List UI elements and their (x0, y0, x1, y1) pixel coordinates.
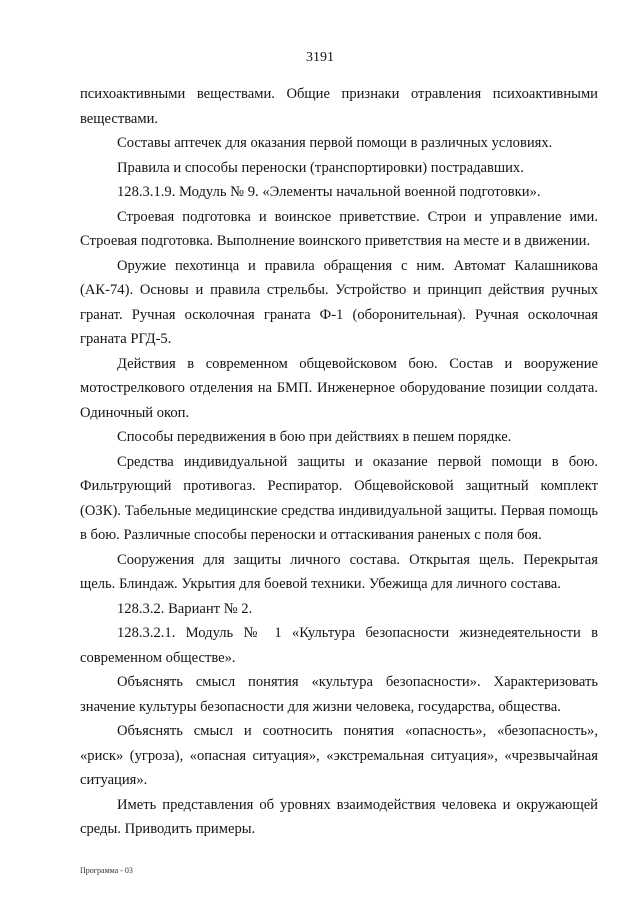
paragraph: 128.3.2. Вариант № 2. (117, 600, 253, 617)
paragraph: Иметь представления об уровнях взаимодействия человека и окружающей среды. Приводить примеры. (80, 796, 598, 837)
paragraph: психоактивными веществами. Общие признаки отравления психоактивными веществами. (80, 86, 598, 127)
paragraph: Объяснять смысл и соотносить понятия «опасность», «безопасность», «риск» (угроза), «опасная ситуация», «экстремальная ситуация», «чрезвычайная ситуация». (80, 723, 598, 788)
paragraph: Правила и способы переноски (транспортировки) пострадавших. (117, 159, 524, 176)
paragraph: Объяснять смысл понятия «культура безопасности». Характеризовать значение культуры безопасности для жизни человека, государства, общества. (80, 674, 598, 715)
paragraph: Составы аптечек для оказания первой помощи в различных условиях. (117, 135, 553, 151)
paragraph: 128.3.1.9. Модуль № 9. «Элементы начальной военной подготовки». (117, 184, 541, 200)
paragraph: Оружие пехотинца и правила обращения с ним. Автомат Калашникова (АК-74). Основы и правила стрельбы. Устройство и принцип действия ручных гранат. Ручная осколочная граната Ф-1 (оборонительная). Ручная осколочная граната РГД-5. (80, 257, 598, 347)
paragraph: Способы передвижения в бою при действиях в пешем порядке. (117, 429, 512, 445)
paragraph: Строевая подготовка и воинское приветствие. Строи и управление ими. Строевая подготовка. Выполнение воинского приветствия на месте и в движении. (80, 208, 598, 249)
paragraph: Действия в современном общевойсковом бою. Состав и вооружение мотострелкового отделения на БМП. Инженерное оборудование позиции солдата. Одиночный окоп. (80, 355, 598, 421)
paragraph: Средства индивидуальной защиты и оказание первой помощи в бою. Фильтрующий противогаз. Респиратор. Общевойсковой защитный комплект (ОЗК). Табельные медицинские средства индивидуальной защиты. Первая помощь в бою. Различные способы переноски и оттаскивания раненых с поля боя. (80, 453, 598, 543)
paragraph: Сооружения для защиты личного состава. Открытая щель. Перекрытая щель. Блиндаж. Укрытия для боевой техники. Убежища для личного состава. (80, 551, 598, 592)
page-number: 3191 (306, 50, 334, 65)
body-text (80, 82, 598, 842)
paragraph: 128.3.2.1. Модуль № 1 «Культура безопасности жизнедеятельности в современном обществе». (80, 625, 598, 666)
footer-note: Программа - 03 (80, 866, 133, 875)
